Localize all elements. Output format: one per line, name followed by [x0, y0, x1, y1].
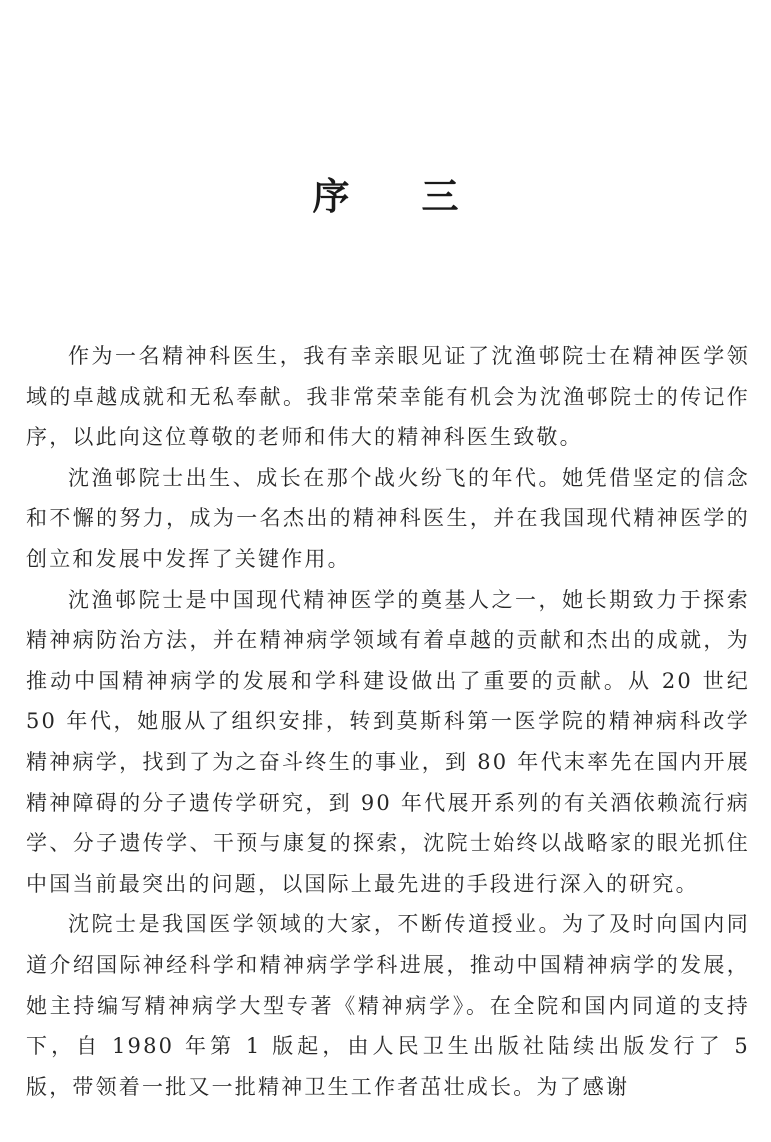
paragraph-2: 沈渔邨院士出生、成长在那个战火纷飞的年代。她凭借坚定的信念和不懈的努力，成为一名杰出的精神科医生，并在我国现代精神医学的创立和发展中发挥了关键作用。 — [26, 465, 750, 571]
page-title: 序三 — [312, 174, 531, 218]
body-text — [26, 336, 750, 1107]
paragraph-4: 沈院士是我国医学领域的大家，不断传道授业。为了及时向国内同道介绍国际神经科学和精神病学学科进展，推动中国精神病学的发展，她主持编写精神病学大型专著《精神病学》。在全院和国内同道的支持下，自 1980 年第 1 版起，由人民卫生出版社陆续出版发行了 5 版，带领着一批又一批精神卫生工作者茁壮成长。为了感谢 — [26, 912, 750, 1099]
paragraph-3: 沈渔邨院士是中国现代精神医学的奠基人之一，她长期致力于探索精神病防治方法，并在精神病学领域有着卓越的贡献和杰出的成就，为推动中国精神病学的发展和学科建设做出了重要的贡献。从 20 世纪 50 年代，她服从了组织安排，转到莫斯科第一医学院的精神病科改学精神病学，找到了为之奋斗终生的事业，到 80 年代末率先在国内开展精神障碍的分子遗传学研究，到 90 年代展开系列的有关酒依赖流行病学、分子遗传学、干预与康复的探索，沈院士始终以战略家的眼光抓住中国当前最突出的问题，以国际上最先进的手段进行深入的研究。 — [26, 587, 750, 896]
paragraph-1: 作为一名精神科医生，我有幸亲眼见证了沈渔邨院士在精神医学领域的卓越成就和无私奉献。我非常荣幸能有机会为沈渔邨院士的传记作序，以此向这位尊敬的老师和伟大的精神科医生致敬。 — [26, 344, 750, 450]
